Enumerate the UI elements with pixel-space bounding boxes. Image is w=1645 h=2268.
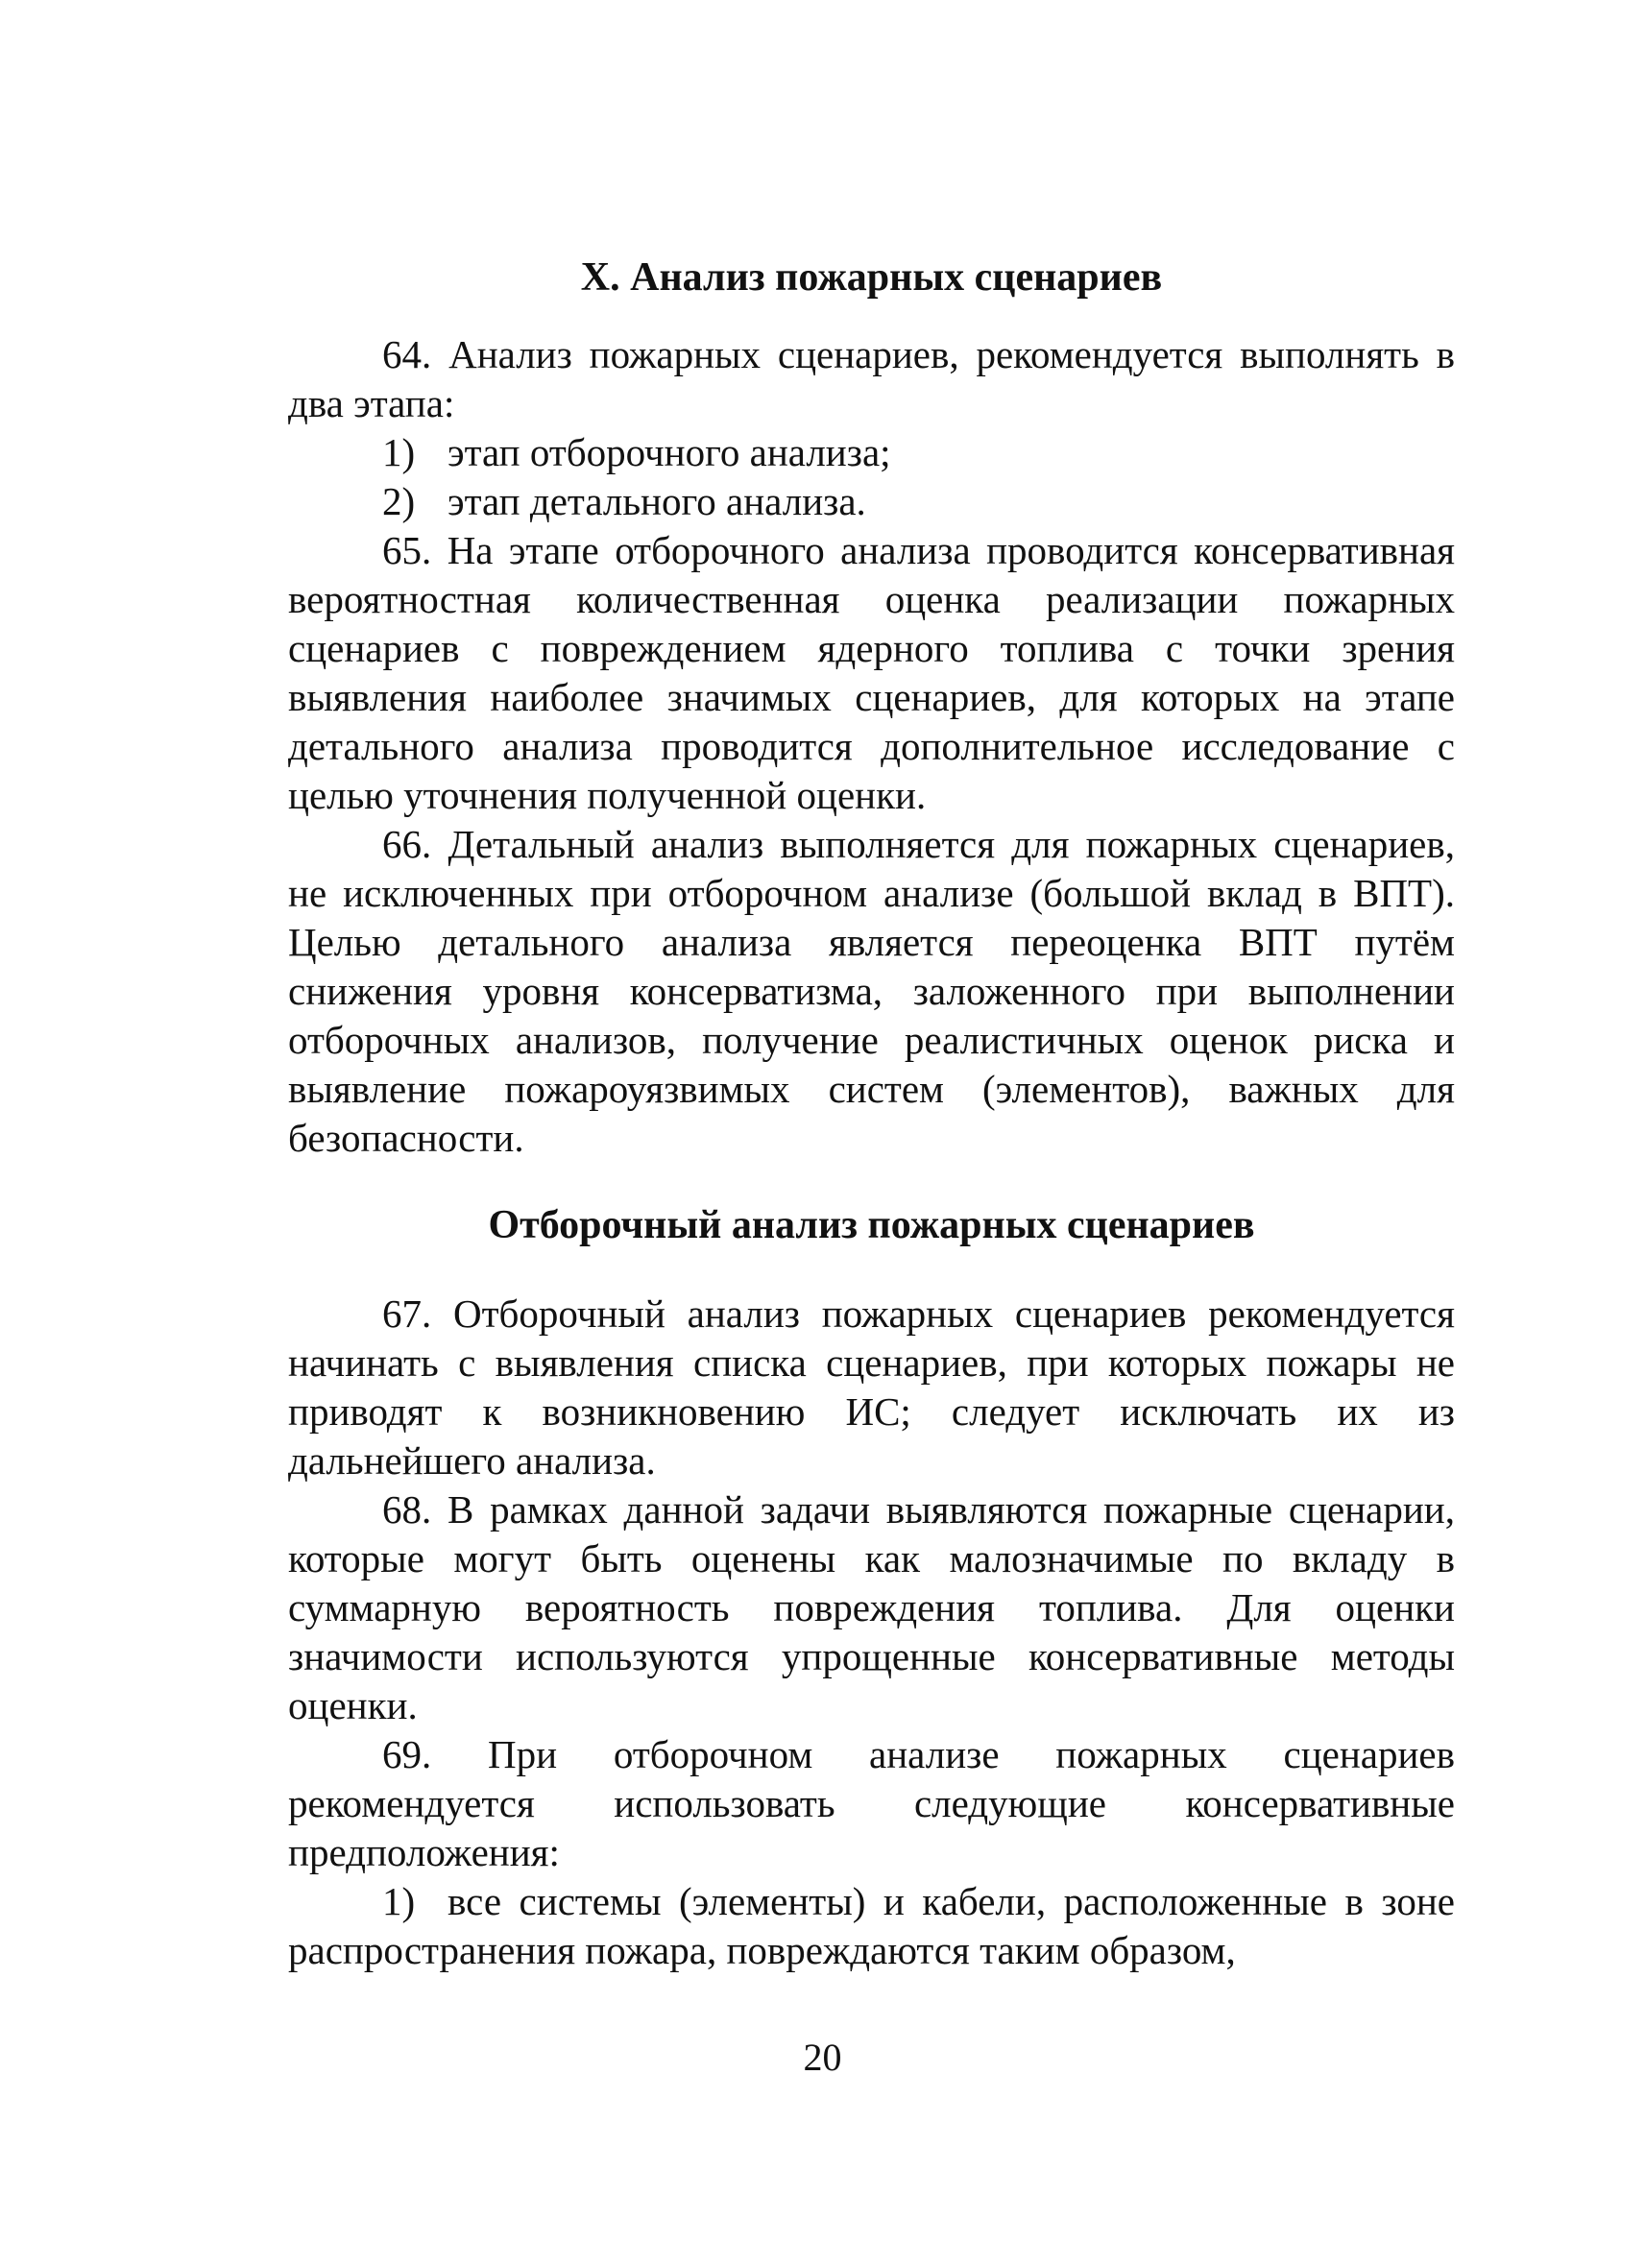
paragraph-66: 66. Детальный анализ выполняется для пожарных сценариев, не исключенных при отборочном анализе (большой вклад в ВПТ). Целью детального анализа является переоценка ВПТ путём снижения уровня консерватизма, заложенного при выполнении отборочных анализов, получение реалистичных оценок риска и выявление пожароуязвимых систем (элементов), важных для безопасности. <box>288 822 1455 1160</box>
subsection-heading: Отборочный анализ пожарных сценариев <box>488 1203 1255 1247</box>
list-number: 1) <box>382 430 416 474</box>
list-number: 2) <box>382 479 416 523</box>
document-page <box>288 252 1455 1975</box>
list-text: этап детального анализа. <box>448 479 866 523</box>
list-item-3 <box>288 1877 1455 1975</box>
paragraph-69: 69. При отборочном анализе пожарных сценариев рекомендуется использовать следующие консервативные предположения: <box>288 1732 1455 1874</box>
paragraph-64: 64. Анализ пожарных сценариев, рекомендуется выполнять в два этапа: <box>288 332 1455 425</box>
paragraph-67: 67. Отборочный анализ пожарных сценариев рекомендуется начинать с выявления списка сценариев, при которых пожары не приводят к возникновению ИС; следует исключать их из дальнейшего анализа. <box>288 1291 1455 1483</box>
list-item-1 <box>288 428 1455 477</box>
section-heading: X. Анализ пожарных сценариев <box>580 255 1163 300</box>
paragraph-68: 68. В рамках данной задачи выявляются пожарные сценарии, которые могут быть оценены как малозначимые по вкладу в суммарную вероятность повреждения топлива. Для оценки значимости используются упрощенные консервативные методы оценки. <box>288 1487 1455 1727</box>
list-item-2 <box>288 477 1455 526</box>
paragraph-65: 65. На этапе отборочного анализа проводится консервативная вероятностная количественная оценка реализации пожарных сценариев с повреждением ядерного топлива с точки зрения выявления наиболее значимых сценариев, для которых на этапе детального анализа проводится дополнительное исследование с целью уточнения полученной оценки. <box>288 528 1455 817</box>
page-number: 20 <box>803 2036 842 2079</box>
list-number: 1) <box>382 1879 416 1923</box>
list-text: этап отборочного анализа; <box>448 430 891 474</box>
list-text: все системы (элементы) и кабели, расположенные в зоне распространения пожара, повреждаются таким образом, <box>288 1879 1455 1972</box>
